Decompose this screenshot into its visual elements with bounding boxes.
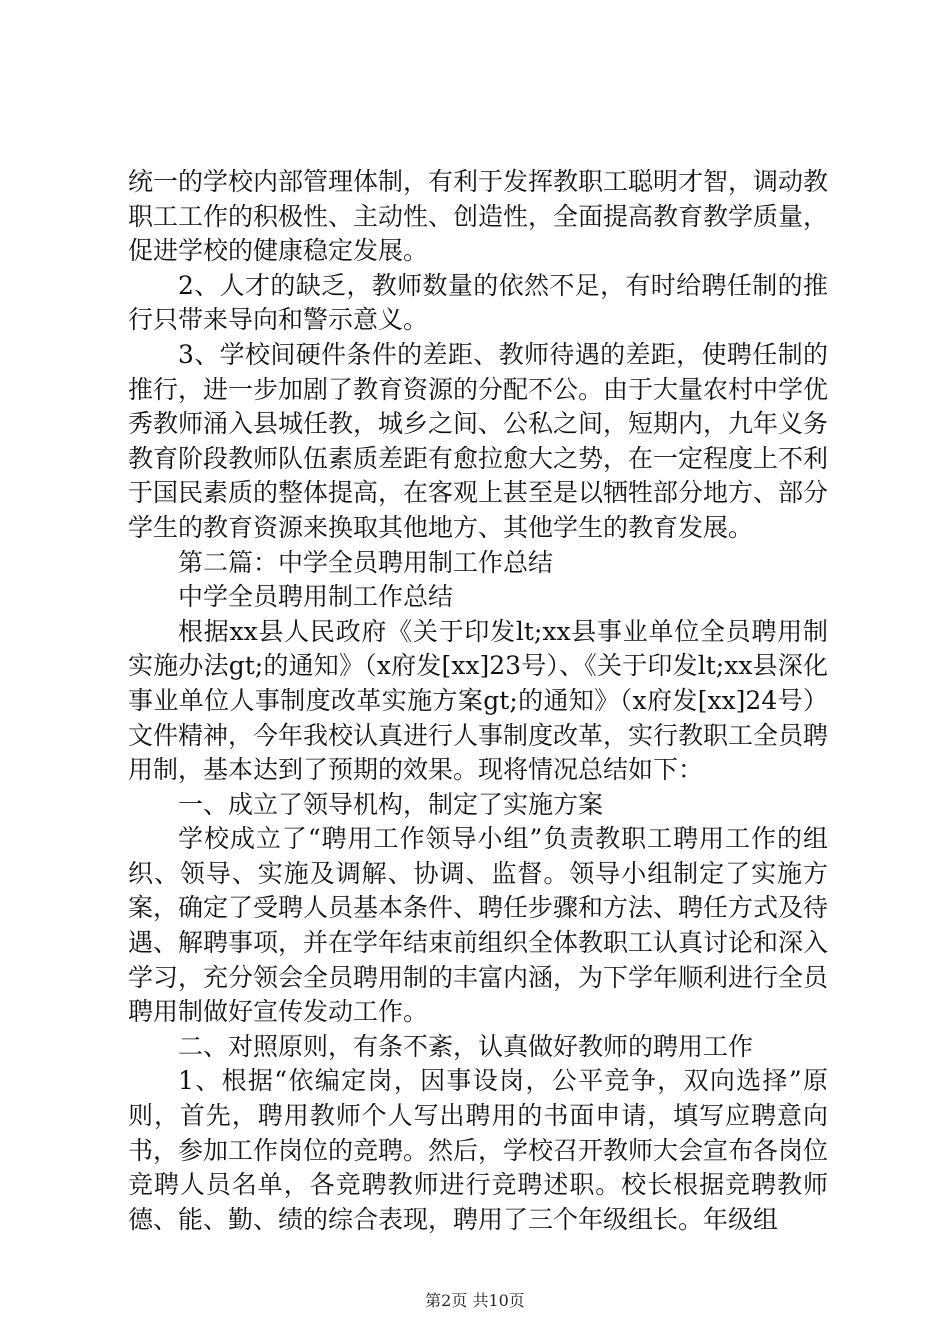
subheading-one: 一、成立了领导机构，制定了实施方案 — [178, 789, 604, 819]
document-body — [128, 165, 828, 1237]
section-title: 中学全员聘用制工作总结 — [178, 582, 454, 612]
paragraph-hiring: 1、根据“依编定岗，因事设岗，公平竞争，双向选择”原则，首先，聘用教师个人写出聘用的书面申请，填写应聘意向书，参加工作岗位的竞聘。然后，学校召开教师大会宣布各岗位竞聘人员名单，各竞聘教师进行竞聘述职。校长根据竞聘教师德、能、勤、绩的综合表现，聘用了三个年级组长。年级组 — [128, 1066, 829, 1234]
subheading-two: 二、对照原则，有条不紊，认真做好教师的聘用工作 — [178, 1031, 754, 1061]
paragraph-leadership: 学校成立了“聘用工作领导小组”负责教职工聘用工作的组织、领导、实施及调解、协调、监督。领导小组制定了实施方案，确定了受聘人员基本条件、聘任步骤和方法、聘任方式及待遇、解聘事项，并在学年结束前组织全体教职工认真讨论和深入学习，充分领会全员聘用制的丰富内涵，为下学年顺利进行全员聘用制做好宣传发动工作。 — [128, 824, 829, 1027]
paragraph-point-2: 2、人才的缺乏，教师数量的依然不足，有时给聘任制的推行只带来导向和警示意义。 — [128, 270, 828, 335]
paragraph-continuation: 统一的学校内部管理体制，有利于发挥教职工聪明才智，调动教职工工作的积极性、主动性、创造性，全面提高教育教学质量，促进学校的健康稳定发展。 — [128, 167, 829, 266]
chapter-heading: 第二篇：中学全员聘用制工作总结 — [178, 547, 554, 577]
paragraph-point-3: 3、学校间硬件条件的差距、教师待遇的差距，使聘任制的推行，进一步加剧了教育资源的分配不公。由于大量农村中学优秀教师涌入县城任教，城乡之间、公私之间，短期内，九年义务教育阶段教师队伍素质差距有愈拉愈大之势，在一定程度上不利于国民素质的整体提高，在客观上甚至是以牺牲部分地方、部分学生的教育资源来换取其他地方、其他学生的教育发展。 — [128, 339, 829, 542]
page-number-footer: 第2页 共10页 — [425, 1291, 525, 1310]
paragraph-intro: 根据xx县人民政府《关于印发lt;xx县事业单位全员聘用制实施办法gt;的通知》（x府发[xx]23号）、《关于印发lt;xx县深化事业单位人事制度改革实施方案gt;的通知》（x府发[xx]24号）文件精神，今年我校认真进行人事制度改革，实行教职工全员聘用制，基本达到了预期的效果。现将情况总结如下： — [128, 616, 829, 785]
